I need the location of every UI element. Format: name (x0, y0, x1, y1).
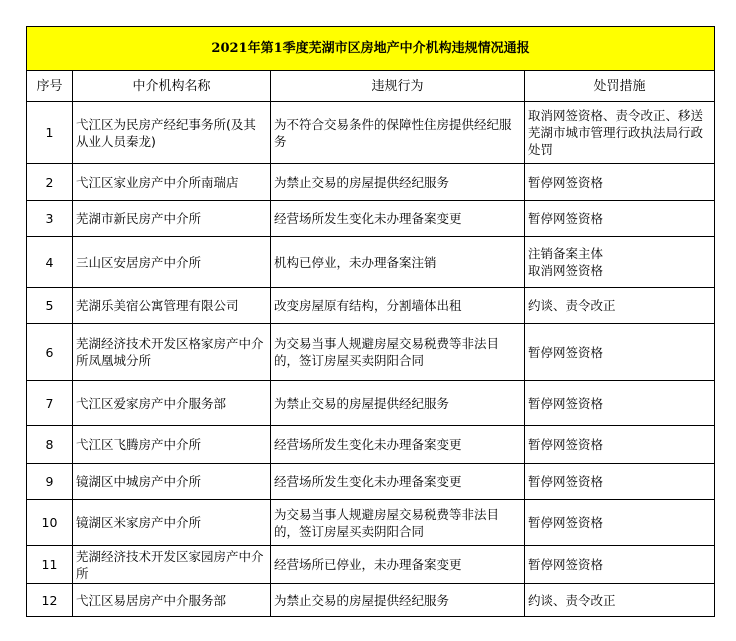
row-no: 10 (27, 500, 73, 546)
violation-report-table (26, 26, 715, 617)
violation: 经营场所发生变化未办理备案变更 (271, 464, 525, 500)
row-no: 9 (27, 464, 73, 500)
header-row (27, 71, 715, 102)
agency-name: 芜湖市新民房产中介所 (73, 201, 271, 237)
agency-name: 弋江区爱家房产中介服务部 (73, 381, 271, 426)
row-no: 3 (27, 201, 73, 237)
row-no: 4 (27, 237, 73, 288)
header-violation: 违规行为 (271, 71, 525, 102)
table-row (27, 164, 715, 201)
agency-name: 芜湖经济技术开发区家园房产中介所 (73, 546, 271, 584)
row-no: 12 (27, 584, 73, 617)
agency-name: 镜湖区米家房产中介所 (73, 500, 271, 546)
agency-name: 弋江区易居房产中介服务部 (73, 584, 271, 617)
agency-name: 弋江区飞腾房产中介所 (73, 426, 271, 464)
agency-name: 镜湖区中城房产中介所 (73, 464, 271, 500)
header-name: 中介机构名称 (73, 71, 271, 102)
penalty: 暂停网签资格 (525, 464, 715, 500)
agency-name: 弋江区为民房产经纪事务所(及其从业人员秦龙) (73, 102, 271, 164)
table-row (27, 381, 715, 426)
title-row (27, 27, 715, 71)
table-row (27, 546, 715, 584)
row-no: 2 (27, 164, 73, 201)
penalty: 暂停网签资格 (525, 381, 715, 426)
violation: 经营场所发生变化未办理备案变更 (271, 201, 525, 237)
violation: 为禁止交易的房屋提供经纪服务 (271, 584, 525, 617)
agency-name: 芜湖乐美宿公寓管理有限公司 (73, 288, 271, 324)
agency-name: 三山区安居房产中介所 (73, 237, 271, 288)
violation: 经营场所已停业，未办理备案变更 (271, 546, 525, 584)
penalty: 暂停网签资格 (525, 500, 715, 546)
agency-name: 弋江区家业房产中介所南瑞店 (73, 164, 271, 201)
row-no: 5 (27, 288, 73, 324)
table-row (27, 102, 715, 164)
table-row (27, 201, 715, 237)
header-no: 序号 (27, 71, 73, 102)
report-title: 2021年第1季度芜湖市区房地产中介机构违规情况通报 (27, 27, 715, 71)
row-no: 8 (27, 426, 73, 464)
row-no: 7 (27, 381, 73, 426)
penalty: 约谈、责令改正 (525, 584, 715, 617)
violation: 经营场所发生变化未办理备案变更 (271, 426, 525, 464)
penalty: 注销备案主体 取消网签资格 (525, 237, 715, 288)
row-no: 6 (27, 324, 73, 381)
penalty: 约谈、责令改正 (525, 288, 715, 324)
violation: 为交易当事人规避房屋交易税费等非法目的，签订房屋买卖阴阳合同 (271, 500, 525, 546)
penalty: 暂停网签资格 (525, 324, 715, 381)
penalty: 暂停网签资格 (525, 426, 715, 464)
row-no: 11 (27, 546, 73, 584)
agency-name: 芜湖经济技术开发区格家房产中介所凤凰城分所 (73, 324, 271, 381)
violation: 为不符合交易条件的保障性住房提供经纪服务 (271, 102, 525, 164)
table-row (27, 426, 715, 464)
violation: 改变房屋原有结构，分割墙体出租 (271, 288, 525, 324)
table-row (27, 500, 715, 546)
table-row (27, 288, 715, 324)
violation: 为禁止交易的房屋提供经纪服务 (271, 164, 525, 201)
row-no: 1 (27, 102, 73, 164)
penalty: 取消网签资格、责令改正、移送芜湖市城市管理行政执法局行政处罚 (525, 102, 715, 164)
table-row (27, 237, 715, 288)
violation: 为交易当事人规避房屋交易税费等非法目的，签订房屋买卖阴阳合同 (271, 324, 525, 381)
table-row (27, 464, 715, 500)
violation: 机构已停业，未办理备案注销 (271, 237, 525, 288)
table-row (27, 324, 715, 381)
violation: 为禁止交易的房屋提供经纪服务 (271, 381, 525, 426)
penalty: 暂停网签资格 (525, 201, 715, 237)
header-penalty: 处罚措施 (525, 71, 715, 102)
table-row (27, 584, 715, 617)
penalty: 暂停网签资格 (525, 546, 715, 584)
penalty: 暂停网签资格 (525, 164, 715, 201)
